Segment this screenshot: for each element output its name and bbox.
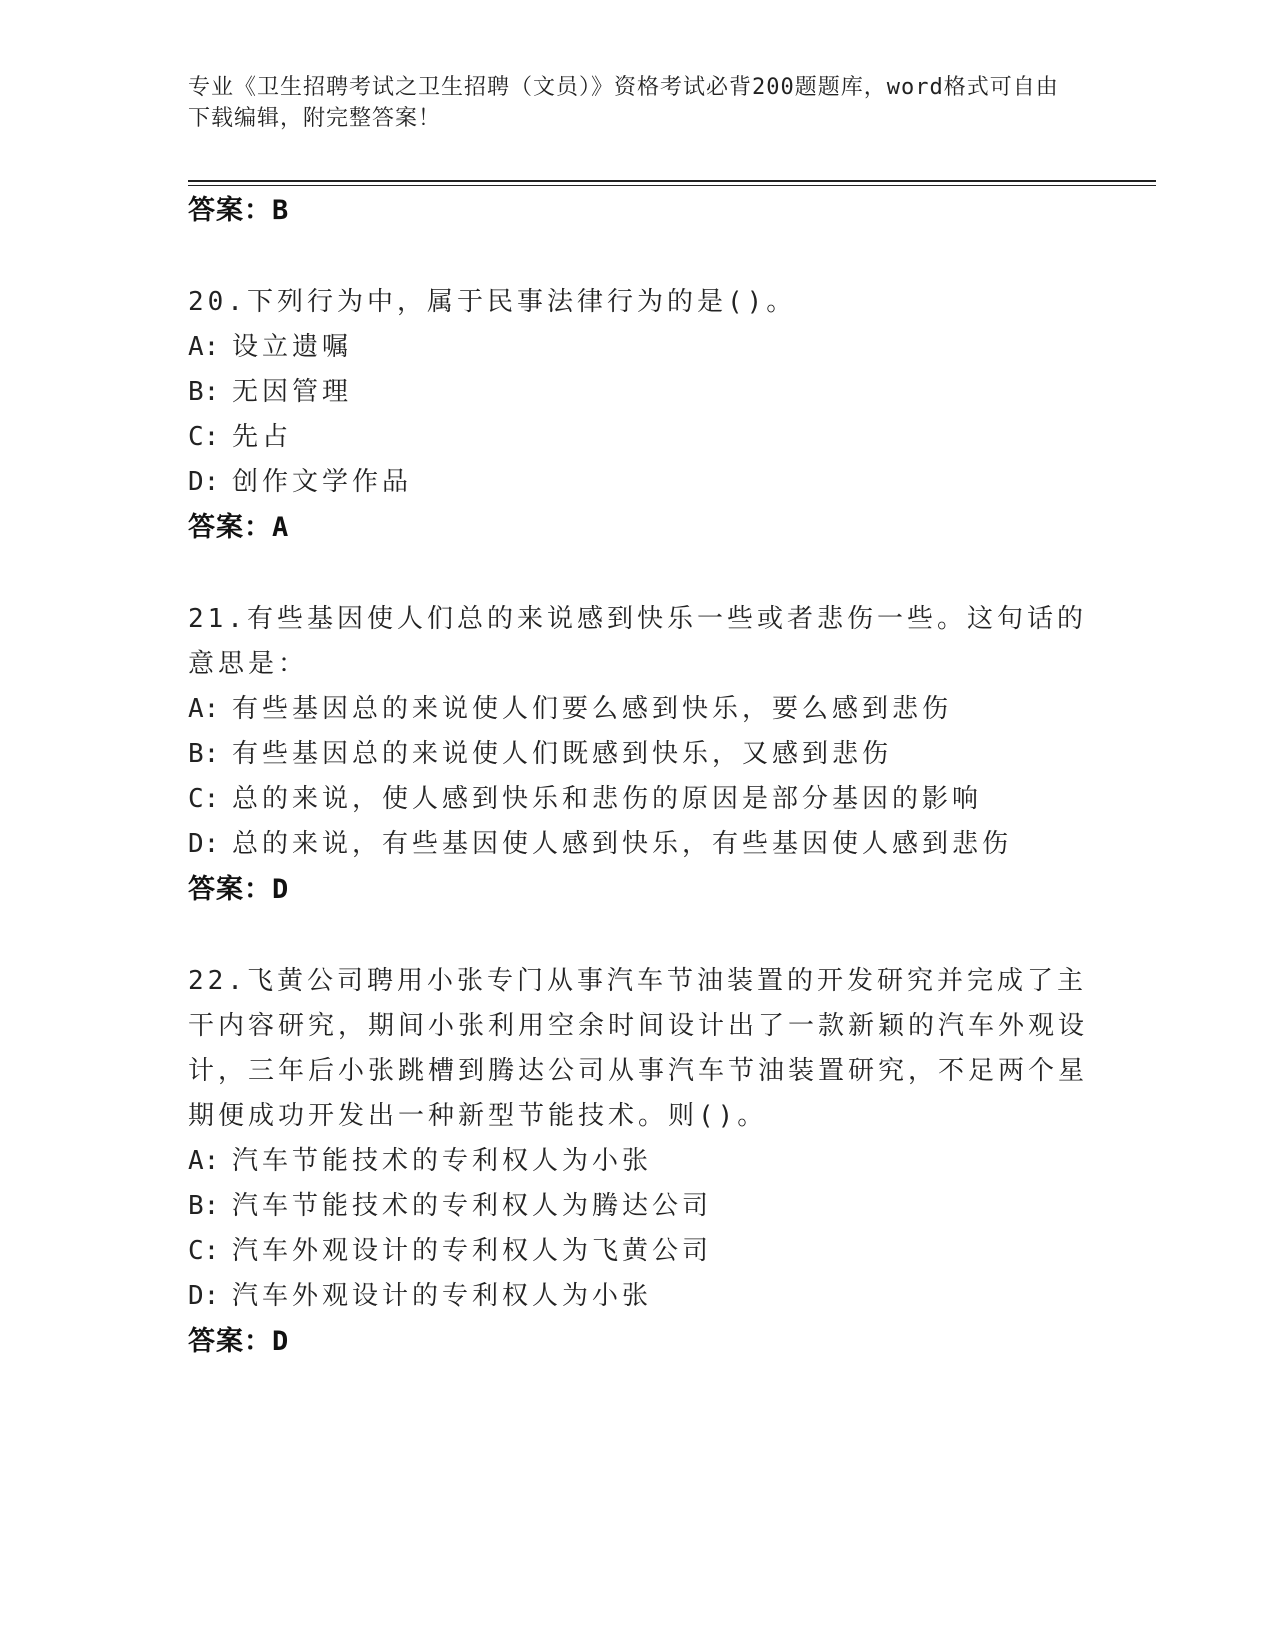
page-header: 专业《卫生招聘考试之卫生招聘（文员）》资格考试必背200题题库，word格式可自由下载编辑，附完整答案！ xyxy=(188,75,1059,131)
question-22 xyxy=(188,959,1088,1365)
option-c xyxy=(188,415,1088,460)
option-text: 汽车节能技术的专利权人为小张 xyxy=(232,1146,653,1176)
document-body xyxy=(188,188,1088,1365)
option-label: C: xyxy=(188,422,220,452)
answer-line: 答案：A xyxy=(188,512,290,543)
option-label: D: xyxy=(188,1281,220,1311)
option-c xyxy=(188,1229,1088,1274)
option-d xyxy=(188,822,1088,867)
header-divider-thick xyxy=(188,180,1156,182)
option-b xyxy=(188,732,1088,777)
option-text: 汽车外观设计的专利权人为飞黄公司 xyxy=(232,1236,713,1266)
option-label: B: xyxy=(188,1191,220,1221)
option-text: 总的来说，使人感到快乐和悲伤的原因是部分基因的影响 xyxy=(232,784,983,814)
option-label: B: xyxy=(188,739,220,769)
previous-answer: 答案：B xyxy=(188,195,290,226)
question-20 xyxy=(188,280,1088,551)
question-text: 20.下列行为中，属于民事法律行为的是()。 xyxy=(188,287,797,317)
header-divider-thin xyxy=(188,185,1156,186)
option-b xyxy=(188,1184,1088,1229)
option-a xyxy=(188,325,1088,370)
option-label: D: xyxy=(188,829,220,859)
option-label: A: xyxy=(188,332,220,362)
option-b xyxy=(188,370,1088,415)
option-text: 无因管理 xyxy=(232,377,353,407)
question-text: 21.有些基因使人们总的来说感到快乐一些或者悲伤一些。这句话的意思是： xyxy=(188,604,1087,679)
option-text: 有些基因总的来说使人们既感到快乐，又感到悲伤 xyxy=(232,739,893,769)
option-text: 汽车外观设计的专利权人为小张 xyxy=(232,1281,653,1311)
option-label: C: xyxy=(188,1236,220,1266)
option-text: 先占 xyxy=(232,422,293,452)
answer-line: 答案：D xyxy=(188,1326,290,1357)
question-21 xyxy=(188,597,1088,913)
option-text: 创作文学作品 xyxy=(232,467,413,497)
option-a xyxy=(188,1139,1088,1184)
answer-line: 答案：D xyxy=(188,874,290,905)
option-c xyxy=(188,777,1088,822)
question-text: 22.飞黄公司聘用小张专门从事汽车节油装置的开发研究并完成了主干内容研究，期间小张利用空余时间设计出了一款新颖的汽车外观设计，三年后小张跳槽到腾达公司从事汽车节油装置研究，不足两个星期便成功开发出一种新型节能技术。则()。 xyxy=(188,966,1089,1131)
option-text: 设立遗嘱 xyxy=(232,332,353,362)
option-label: C: xyxy=(188,784,220,814)
option-text: 有些基因总的来说使人们要么感到快乐，要么感到悲伤 xyxy=(232,694,953,724)
option-text: 汽车节能技术的专利权人为腾达公司 xyxy=(232,1191,713,1221)
option-label: A: xyxy=(188,1146,220,1176)
option-d xyxy=(188,460,1088,505)
option-a xyxy=(188,687,1088,732)
option-d xyxy=(188,1274,1088,1319)
option-label: D: xyxy=(188,467,220,497)
option-label: B: xyxy=(188,377,220,407)
option-text: 总的来说，有些基因使人感到快乐，有些基因使人感到悲伤 xyxy=(232,829,1013,859)
option-label: A: xyxy=(188,694,220,724)
